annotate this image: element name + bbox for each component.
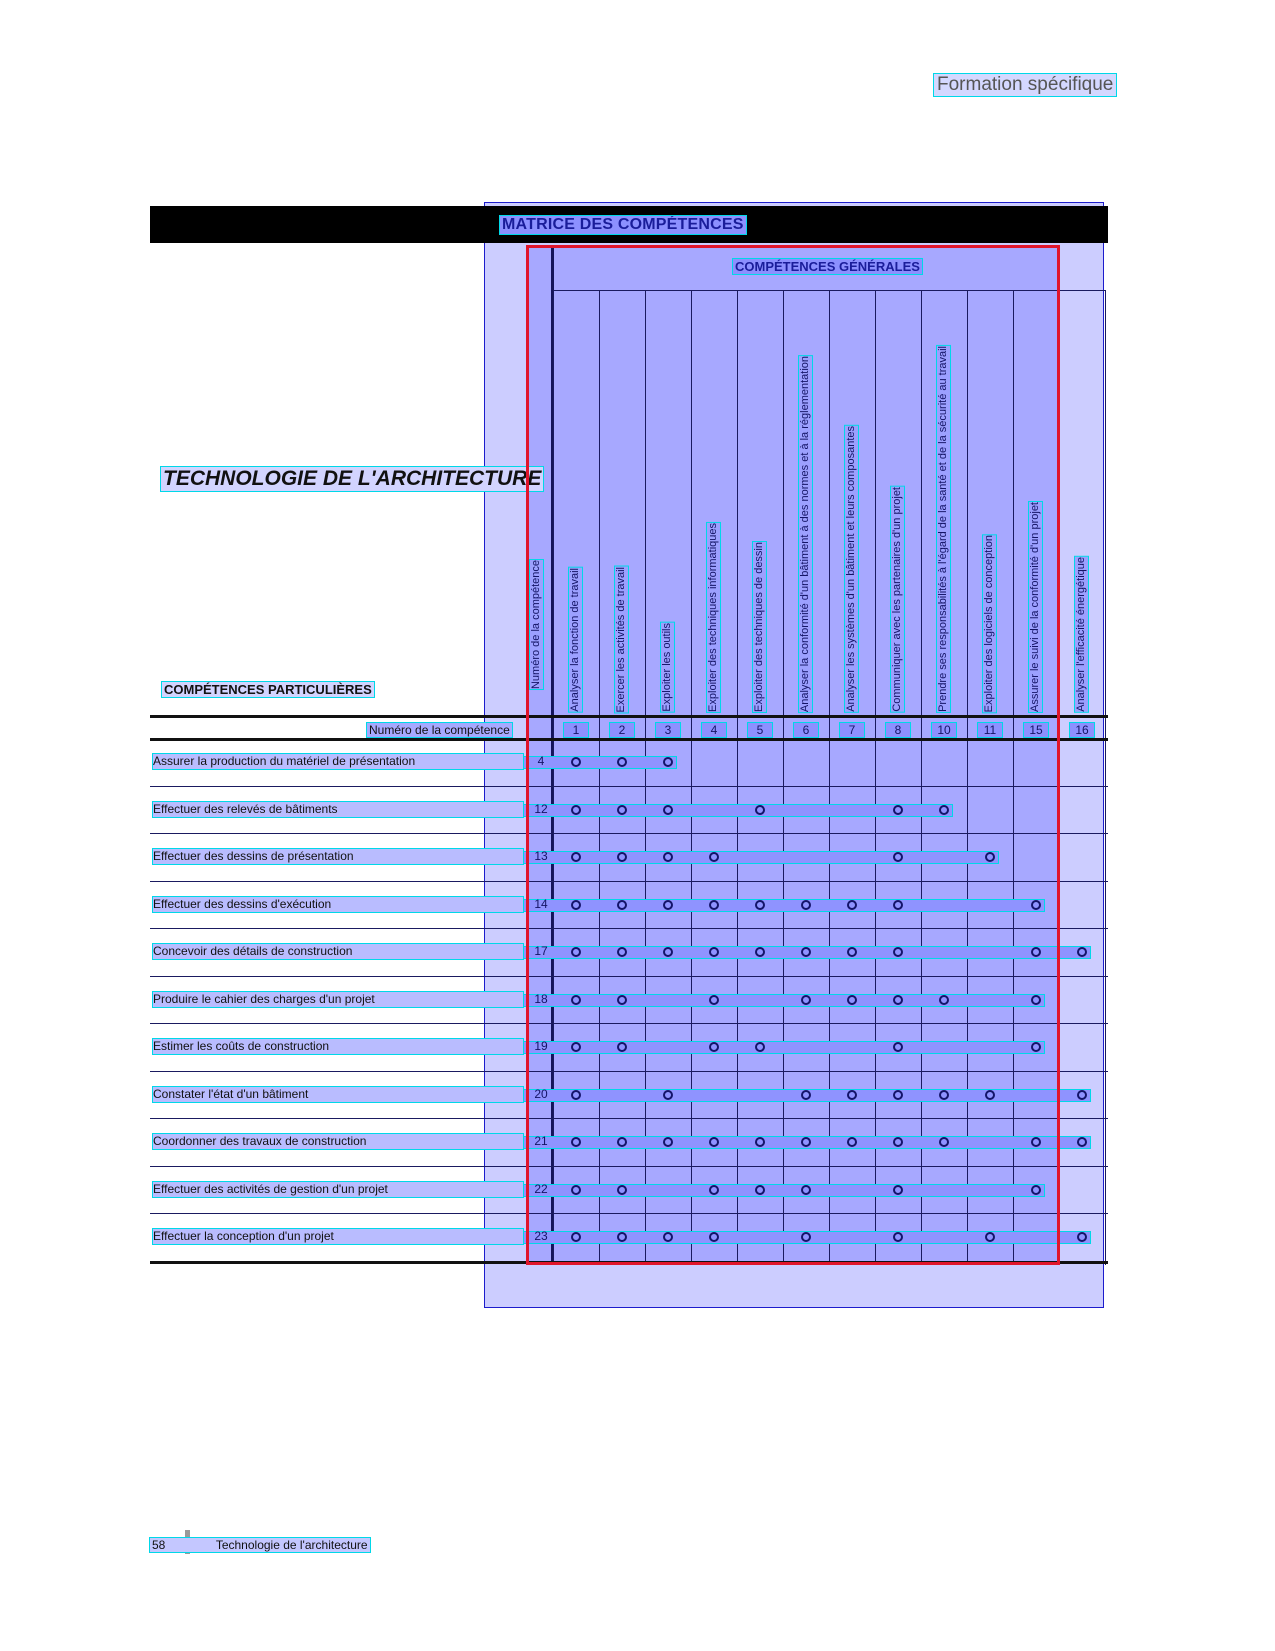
- highlight-frame: [526, 245, 1060, 1265]
- competence-number: 22: [534, 1182, 548, 1196]
- column-number: 11: [978, 723, 1002, 737]
- column-number: 4: [702, 723, 726, 737]
- link-mark-icon: [1077, 1137, 1087, 1147]
- column-header-label: Analyser l'efficacité énergétique: [1075, 557, 1087, 712]
- competence-number-header: Numéro de la compétence: [530, 560, 542, 690]
- number-row-label: Numéro de la compétence: [369, 723, 510, 737]
- link-mark-icon: [1077, 1232, 1087, 1242]
- column-number: 7: [840, 723, 864, 737]
- column-header-label: Prendre ses responsabilités à l'égard de la santé et de la sécurité au travail: [937, 346, 949, 712]
- column-header-label: Analyser la fonction de travail: [569, 568, 581, 712]
- column-number: 16: [1070, 723, 1094, 737]
- footer-title: Technologie de l'architecture: [215, 1538, 368, 1552]
- competence-label: Assurer la production du matériel de présentation: [153, 754, 523, 769]
- matrix-title: MATRICE DES COMPÉTENCES: [502, 216, 744, 233]
- column-header-label: Exploiter des techniques de dessin: [753, 542, 765, 712]
- competence-number: 13: [534, 849, 548, 863]
- competence-label: Produire le cahier des charges d'un projet: [153, 992, 523, 1007]
- column-number: 5: [748, 723, 772, 737]
- particular-competences-title: COMPÉTENCES PARTICULIÈRES: [164, 682, 372, 697]
- competence-label: Effectuer des activités de gestion d'un projet: [153, 1182, 523, 1197]
- competence-label: Estimer les coûts de construction: [153, 1039, 523, 1054]
- column-number: 6: [794, 723, 818, 737]
- column-header-label: Exploiter des logiciels de conception: [983, 534, 995, 712]
- column-header-label: Analyser les systèmes d'un bâtiment et leurs composantes: [845, 426, 857, 712]
- link-mark-icon: [1077, 1090, 1087, 1100]
- page-number: 58: [152, 1538, 166, 1552]
- competence-number: 19: [534, 1039, 548, 1053]
- column-header-label: Exploiter des techniques informatiques: [707, 523, 719, 712]
- column-number: 15: [1024, 723, 1048, 737]
- general-competences-title: COMPÉTENCES GÉNÉRALES: [735, 259, 920, 274]
- competence-label: Constater l'état d'un bâtiment: [153, 1087, 523, 1102]
- column-header-label: Assurer le suivi de la conformité d'un projet: [1029, 502, 1041, 712]
- column-number: 3: [656, 723, 680, 737]
- competence-label: Effectuer des relevés de bâtiments: [153, 802, 523, 817]
- competence-label: Concevoir des détails de construction: [153, 944, 523, 959]
- competence-number: 18: [534, 992, 548, 1006]
- competence-number: 14: [534, 897, 548, 911]
- competence-label: Effectuer la conception d'un projet: [153, 1229, 523, 1244]
- column-number: 10: [932, 723, 956, 737]
- column-header-label: Exercer les activités de travail: [615, 566, 627, 712]
- link-mark-icon: [1077, 947, 1087, 957]
- column-number: 8: [886, 723, 910, 737]
- competence-number: 23: [534, 1229, 548, 1243]
- column-header-label: Exploiter les outils: [661, 623, 673, 712]
- competence-number: 17: [534, 944, 548, 958]
- competence-number: 20: [534, 1087, 548, 1101]
- competence-label: Effectuer des dessins d'exécution: [153, 897, 523, 912]
- column-header-label: Analyser la conformité d'un bâtiment à des normes et à la réglementation: [799, 355, 811, 712]
- footer: [150, 1538, 370, 1552]
- competence-number: 4: [537, 754, 545, 768]
- competence-label: Effectuer des dessins de présentation: [153, 849, 523, 864]
- column-header-label: Communiquer avec les partenaires d'un projet: [891, 487, 903, 712]
- competence-number: 12: [534, 802, 548, 816]
- competence-label: Coordonner des travaux de construction: [153, 1134, 523, 1149]
- section-header: Formation spécifique: [934, 74, 1116, 96]
- column-number: 1: [564, 723, 588, 737]
- program-title: TECHNOLOGIE DE L'ARCHITECTURE: [163, 467, 542, 490]
- column-number: 2: [610, 723, 634, 737]
- competence-number: 21: [534, 1134, 548, 1148]
